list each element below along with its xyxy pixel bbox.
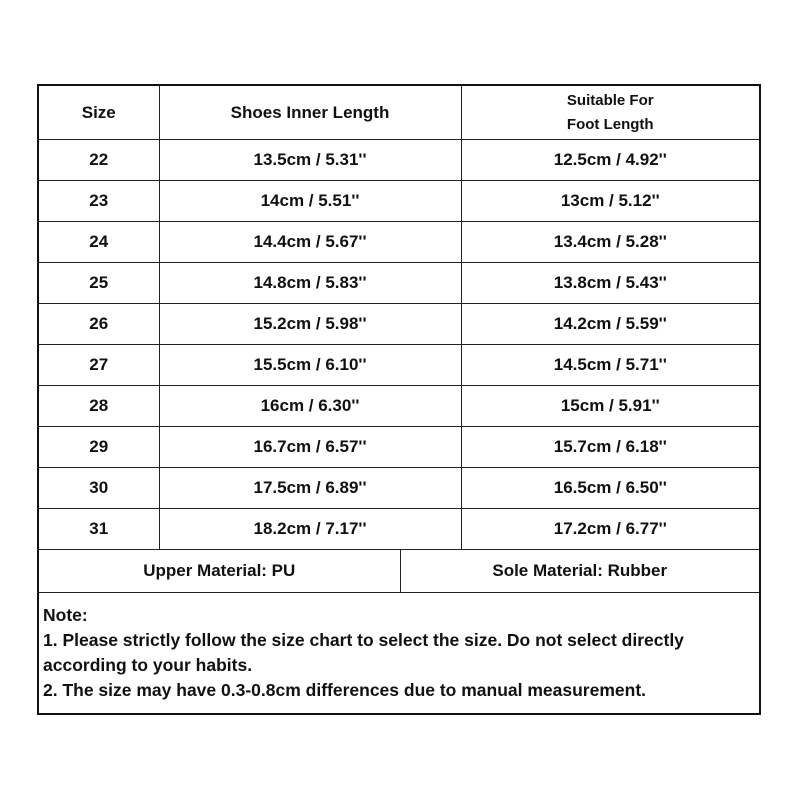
upper-material: Upper Material: PU xyxy=(39,550,400,593)
table-row xyxy=(39,140,759,181)
foot-length-cell: 12.5cm / 4.92'' xyxy=(461,140,759,181)
size-cell: 25 xyxy=(39,263,159,304)
size-cell: 27 xyxy=(39,345,159,386)
note-line-2: 2. The size may have 0.3-0.8cm differences due to manual measurement. xyxy=(43,680,647,700)
size-cell: 24 xyxy=(39,222,159,263)
note-line-1: 1. Please strictly follow the size chart to select the size. Do not select directly according to your habits. xyxy=(43,630,684,675)
foot-length-cell: 13.4cm / 5.28'' xyxy=(461,222,759,263)
table-row xyxy=(39,386,759,427)
note-title: Note: xyxy=(43,605,88,625)
table-row xyxy=(39,263,759,304)
table-row xyxy=(39,345,759,386)
inner-length-cell: 17.5cm / 6.89'' xyxy=(159,468,461,509)
inner-length-cell: 14.8cm / 5.83'' xyxy=(159,263,461,304)
table-row xyxy=(39,427,759,468)
header-suitable-line2: Foot Length xyxy=(566,115,654,133)
note-section xyxy=(39,593,759,703)
header-size: Size xyxy=(39,86,159,140)
inner-length-cell: 18.2cm / 7.17'' xyxy=(159,509,461,550)
foot-length-cell: 14.2cm / 5.59'' xyxy=(461,304,759,345)
size-cell: 28 xyxy=(39,386,159,427)
header-suitable-foot-length xyxy=(461,86,759,140)
foot-length-cell: 13cm / 5.12'' xyxy=(461,181,759,222)
table-row xyxy=(39,468,759,509)
inner-length-cell: 15.5cm / 6.10'' xyxy=(159,345,461,386)
foot-length-cell: 15cm / 5.91'' xyxy=(461,386,759,427)
foot-length-cell: 17.2cm / 6.77'' xyxy=(461,509,759,550)
table-header-row xyxy=(39,86,759,140)
header-inner-length: Shoes Inner Length xyxy=(159,86,461,140)
sole-material: Sole Material: Rubber xyxy=(400,550,759,593)
inner-length-cell: 16cm / 6.30'' xyxy=(159,386,461,427)
foot-length-cell: 14.5cm / 5.71'' xyxy=(461,345,759,386)
header-suitable-line1: Suitable For xyxy=(566,91,654,109)
table-row xyxy=(39,304,759,345)
size-cell: 23 xyxy=(39,181,159,222)
size-cell: 31 xyxy=(39,509,159,550)
foot-length-cell: 15.7cm / 6.18'' xyxy=(461,427,759,468)
inner-length-cell: 16.7cm / 6.57'' xyxy=(159,427,461,468)
size-cell: 26 xyxy=(39,304,159,345)
inner-length-cell: 13.5cm / 5.31'' xyxy=(159,140,461,181)
foot-length-cell: 16.5cm / 6.50'' xyxy=(461,468,759,509)
table-row xyxy=(39,222,759,263)
size-cell: 30 xyxy=(39,468,159,509)
size-chart xyxy=(37,84,761,715)
table-row xyxy=(39,181,759,222)
inner-length-cell: 14.4cm / 5.67'' xyxy=(159,222,461,263)
size-cell: 22 xyxy=(39,140,159,181)
materials-row xyxy=(39,550,759,593)
table-row xyxy=(39,509,759,550)
size-cell: 29 xyxy=(39,427,159,468)
inner-length-cell: 14cm / 5.51'' xyxy=(159,181,461,222)
foot-length-cell: 13.8cm / 5.43'' xyxy=(461,263,759,304)
inner-length-cell: 15.2cm / 5.98'' xyxy=(159,304,461,345)
size-table xyxy=(39,86,759,550)
